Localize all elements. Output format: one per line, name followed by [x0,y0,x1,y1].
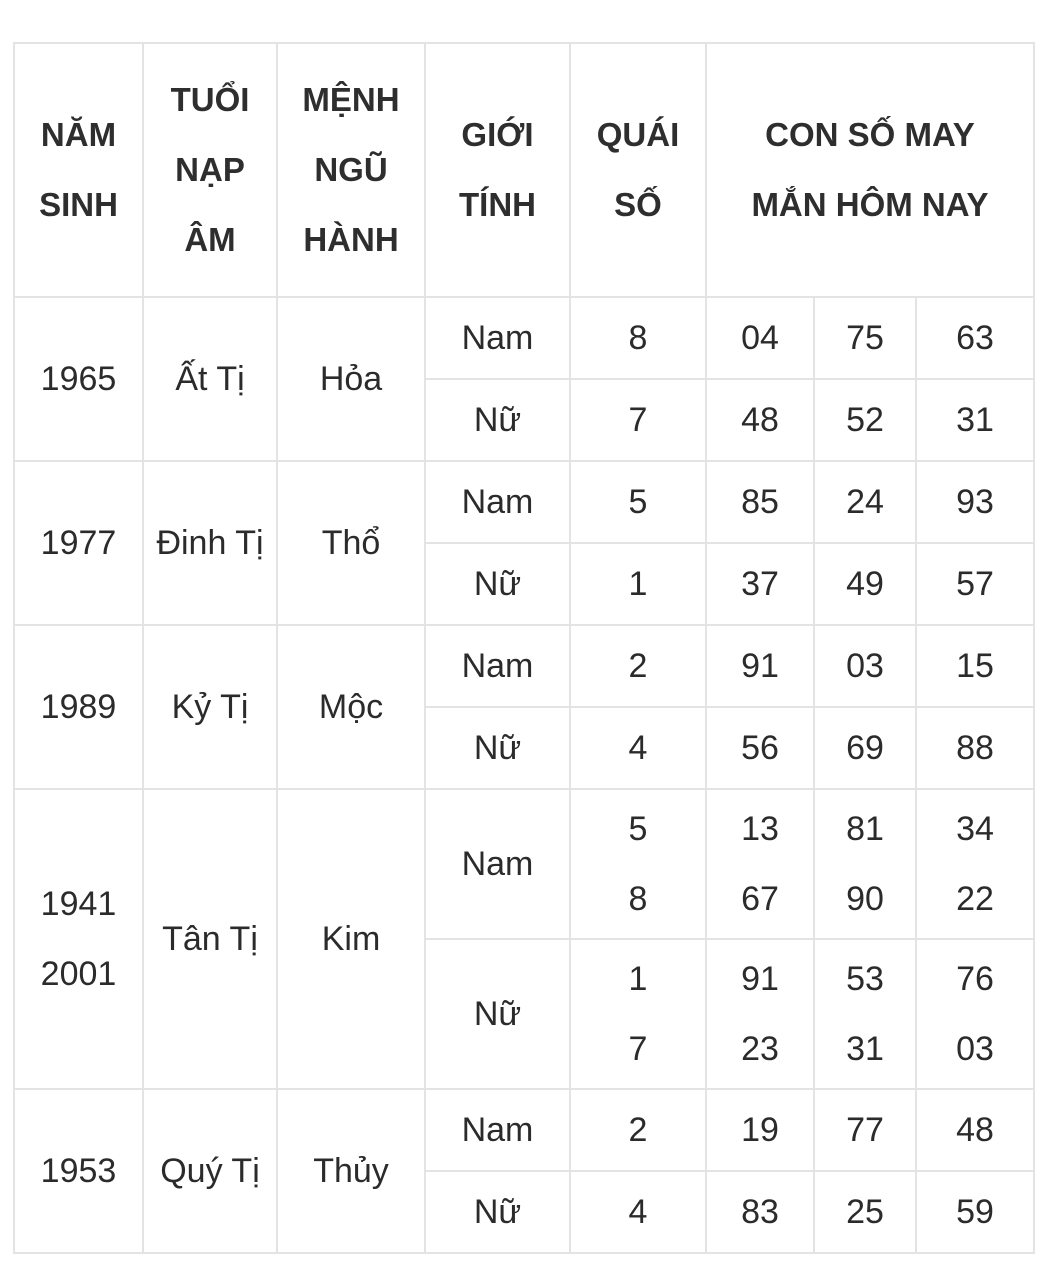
gender-cell: Nam [425,625,570,707]
tuoi-cell: Tân Tị [143,789,277,1089]
tuoi-cell: Quý Tị [143,1089,277,1253]
lucky-number-cell: 03 [814,625,916,707]
quai-so-cell: 4 [570,707,706,789]
quai-so-line: 1 [628,960,648,998]
lucky-number-cell: 24 [814,461,916,543]
lucky-number: 81 [846,810,884,848]
lucky-number: 76 [956,960,994,998]
lucky-number: 03 [956,1030,994,1068]
quai-so-line: 8 [628,880,648,918]
header-gioi-tinh [425,43,570,297]
header-quai-line: SỐ [614,186,662,223]
lucky-number-cell: 59 [916,1171,1034,1253]
menh-cell: Thổ [277,461,425,625]
lucky-number-cell: 31 [916,379,1034,461]
lucky-number-cell [916,789,1034,939]
lucky-number-cell: 48 [916,1089,1034,1171]
lucky-number-cell: 69 [814,707,916,789]
quai-so-cell: 4 [570,1171,706,1253]
year-cell: 1965 [14,297,143,461]
header-nam-sinh-line: NĂM [40,116,117,153]
lucky-number-cell: 57 [916,543,1034,625]
menh-cell: Mộc [277,625,425,789]
quai-so-cell: 2 [570,625,706,707]
lucky-number-cell [814,939,916,1089]
lucky-number-cell: 25 [814,1171,916,1253]
quai-so-line: 7 [628,1030,648,1068]
lucky-number-cell: 88 [916,707,1034,789]
lucky-number-cell: 49 [814,543,916,625]
lucky-number-cell: 77 [814,1089,916,1171]
quai-so-cell: 7 [570,379,706,461]
lucky-number: 53 [846,960,884,998]
quai-so-line: 5 [628,810,648,848]
header-tuoi-line: ÂM [184,221,236,258]
lucky-number: 67 [741,880,779,918]
year-cell: 1977 [14,461,143,625]
quai-so-cell [570,939,706,1089]
header-menh-line: NGŨ [314,151,388,188]
table-row [14,625,1034,707]
lucky-number-cell: 37 [706,543,814,625]
lucky-number-cell: 48 [706,379,814,461]
header-con-so-may-man [706,43,1034,297]
lucky-number-cell [706,939,814,1089]
gender-cell: Nữ [425,1171,570,1253]
lucky-number: 22 [956,880,994,918]
quai-so-cell: 8 [570,297,706,379]
gender-cell: Nữ [425,707,570,789]
tuoi-cell: Kỷ Tị [143,625,277,789]
gender-cell: Nữ [425,939,570,1089]
header-menh-ngu-hanh [277,43,425,297]
quai-so-cell: 1 [570,543,706,625]
gender-cell: Nam [425,789,570,939]
gender-cell: Nam [425,1089,570,1171]
lucky-number-cell [916,939,1034,1089]
lucky-number-cell: 85 [706,461,814,543]
tuoi-cell: Đinh Tị [143,461,277,625]
lucky-number: 90 [846,880,884,918]
table-row [14,297,1034,379]
menh-cell: Hỏa [277,297,425,461]
quai-so-cell [570,789,706,939]
lucky-number-cell [814,789,916,939]
gender-cell: Nam [425,461,570,543]
header-menh-line: HÀNH [303,221,399,258]
lucky-number-cell [706,789,814,939]
header-tuoi-nap-am [143,43,277,297]
lucky-number: 23 [741,1030,779,1068]
header-quai-line: QUÁI [596,116,680,153]
header-tuoi-line: NẠP [175,151,245,188]
header-menh-line: MỆNH [302,81,400,118]
header-gioi-line: GIỚI [461,116,534,153]
menh-cell: Kim [277,789,425,1089]
year-line: 2001 [40,955,117,993]
lucky-number-cell: 93 [916,461,1034,543]
quai-so-cell: 5 [570,461,706,543]
table-row [14,461,1034,543]
lucky-number-cell: 19 [706,1089,814,1171]
lucky-number: 31 [846,1030,884,1068]
year-cell: 1989 [14,625,143,789]
tuoi-cell: Ất Tị [143,297,277,461]
header-row [14,43,1034,297]
gender-cell: Nữ [425,379,570,461]
year-line: 1941 [40,885,117,923]
gender-cell: Nam [425,297,570,379]
table-row [14,789,1034,939]
menh-cell: Thủy [277,1089,425,1253]
lucky-number-cell: 83 [706,1171,814,1253]
gender-cell: Nữ [425,543,570,625]
lucky-number: 91 [741,960,779,998]
year-cell [14,789,143,1089]
header-nam-sinh-line: SINH [39,186,118,223]
header-con-so-line: MẮN HÔM NAY [751,186,989,223]
header-quai-so [570,43,706,297]
table-row [14,1089,1034,1171]
lucky-number: 34 [956,810,994,848]
header-tuoi-line: TUỔI [170,81,250,118]
lucky-number-cell: 63 [916,297,1034,379]
lucky-number-cell: 52 [814,379,916,461]
header-nam-sinh [14,43,143,297]
lucky-numbers-table [13,42,1035,1254]
lucky-number-cell: 04 [706,297,814,379]
lucky-number-cell: 75 [814,297,916,379]
lucky-number-cell: 15 [916,625,1034,707]
quai-so-cell: 2 [570,1089,706,1171]
year-cell: 1953 [14,1089,143,1253]
lucky-number-cell: 91 [706,625,814,707]
header-gioi-line: TÍNH [459,186,536,223]
lucky-number-cell: 56 [706,707,814,789]
lucky-number: 13 [741,810,779,848]
header-con-so-line: CON SỐ MAY [765,116,975,153]
